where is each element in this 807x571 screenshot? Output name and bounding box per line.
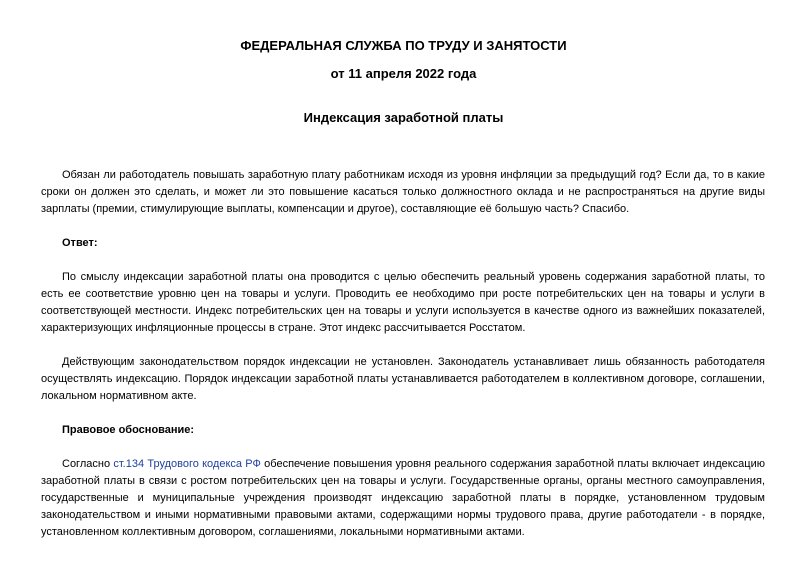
spacer [41,439,765,456]
document-date: от 11 апреля 2022 года [330,66,477,81]
answer-paragraph-1: По смыслу индексации заработной платы она проводится с целью обеспечить реальный уровень содержания заработной платы, то есть ее соответствие уровню цен на товары и услуги. Проводить ее необходимо при росте потребительских цен на товары и услуги в соответствующей местности. Индекс потребительских цен на товары и услуги используется в качестве одного из важнейших показателей, характеризующих инфляционные процессы в стране. Этот индекс рассчитывается Росстатом. [41,271,765,334]
legal-text: обеспечение повышения уровня реального содержания заработной платы включает индексацию заработной платы в связи с ростом потребительских цен на товары и услуги. Государственные органы, органы местного самоуправления, государственные и муниципальные учреждения производят индексацию заработной платы в порядке, установленном трудовым законодательством и иными нормативными правовыми актами, содержащими нормы трудового права, другие работодатели - в порядке, установленном коллективным договором, соглашениями, локальными нормативными актами. [41,458,765,538]
document-title: Индексация заработной платы [303,110,504,125]
spacer [41,252,765,269]
answer-paragraph-2: Действующим законодательством порядок индексации не установлен. Законодатель устанавливает лишь обязанность работодателя осуществлять индексацию. Порядок индексации заработной платы устанавливается работодателем в коллективном договоре, соглашении, локальном нормативном акте. [41,356,765,402]
organization-name: ФЕДЕРАЛЬНАЯ СЛУЖБА ПО ТРУДУ И ЗАНЯТОСТИ [240,38,567,53]
legal-basis-paragraph [41,456,765,541]
answer-heading: Ответ: [62,237,98,249]
spacer [41,337,765,354]
legal-prefix: Согласно [62,458,114,470]
question-paragraph: Обязан ли работодатель повышать заработную плату работникам исходя из уровня инфляции за предыдущий год? Если да, то в какие сроки он должен это сделать, и может ли это повышение касаться только должностного оклада и не распространяться на другие виды зарплаты (премии, стимулирующие выплаты, компенсации и другое), составляющие её большую часть? Спасибо. [41,169,765,215]
document-body [41,167,765,541]
spacer [41,405,765,422]
labor-code-article-link[interactable]: ст.134 Трудового кодекса РФ [113,458,261,470]
spacer [41,218,765,235]
legal-basis-heading: Правовое обоснование: [62,424,195,436]
